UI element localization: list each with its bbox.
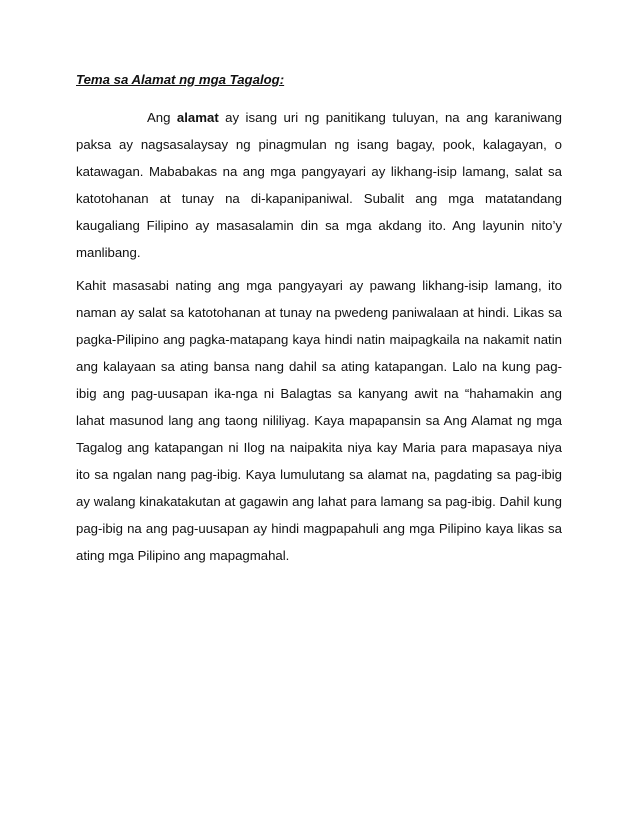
paragraph-1-intro: Ang xyxy=(147,110,177,125)
paragraph-1-bold-word: alamat xyxy=(176,110,219,125)
paragraph-1 xyxy=(76,104,562,266)
paragraph-1-rest: ay isang uri ng panitikang tuluyan, na ang karaniwang paksa ay nagsasalaysay ng pinagmulan ng isang bagay, pook, kalagayan, o katawagan. Mababakas na ang mga pangyayari ay likhang-isip lamang, salat sa katotohanan at tunay na di-kapanipaniwal. Subalit ang mga matatandang kaugaliang Filipino ay masasalamin din sa mga akdang ito. Ang layunin nito’y manlibang. xyxy=(76,110,562,260)
paragraph-2: Kahit masasabi nating ang mga pangyayari ay pawang likhang-isip lamang, ito naman ay salat sa katotohanan at tunay na pwedeng paniwalaan at hindi. Likas sa pagka-Pilipino ang pagka-matapang kaya hindi natin maipagkaila na nakamit natin ang kalayaan sa ating bansa nang dahil sa ating katapangan. Lalo na kung pag-ibig ang pag-uusapan ika-nga ni Balagtas sa kanyang awit na “hahamakin ang lahat masunod lang ang taong nililiyag. Kaya mapapansin sa Ang Alamat ng mga Tagalog ang katapangan ni Ilog na naipakita niya kay Maria para mapasaya niya ito sa ngalan nang pag-ibig. Kaya lumulutang sa alamat na, pagdating sa pag-ibig ay walang kinakatakutan at gagawin ang lahat para lamang sa pag-ibig. Dahil kung pag-ibig na ang pag-uusapan ay hindi magpapahuli ang mga Pilipino kaya likas sa ating mga Pilipino ang mapagmahal. xyxy=(76,278,562,563)
document-body xyxy=(76,70,562,569)
document-heading: Tema sa Alamat ng mga Tagalog: xyxy=(76,72,285,87)
